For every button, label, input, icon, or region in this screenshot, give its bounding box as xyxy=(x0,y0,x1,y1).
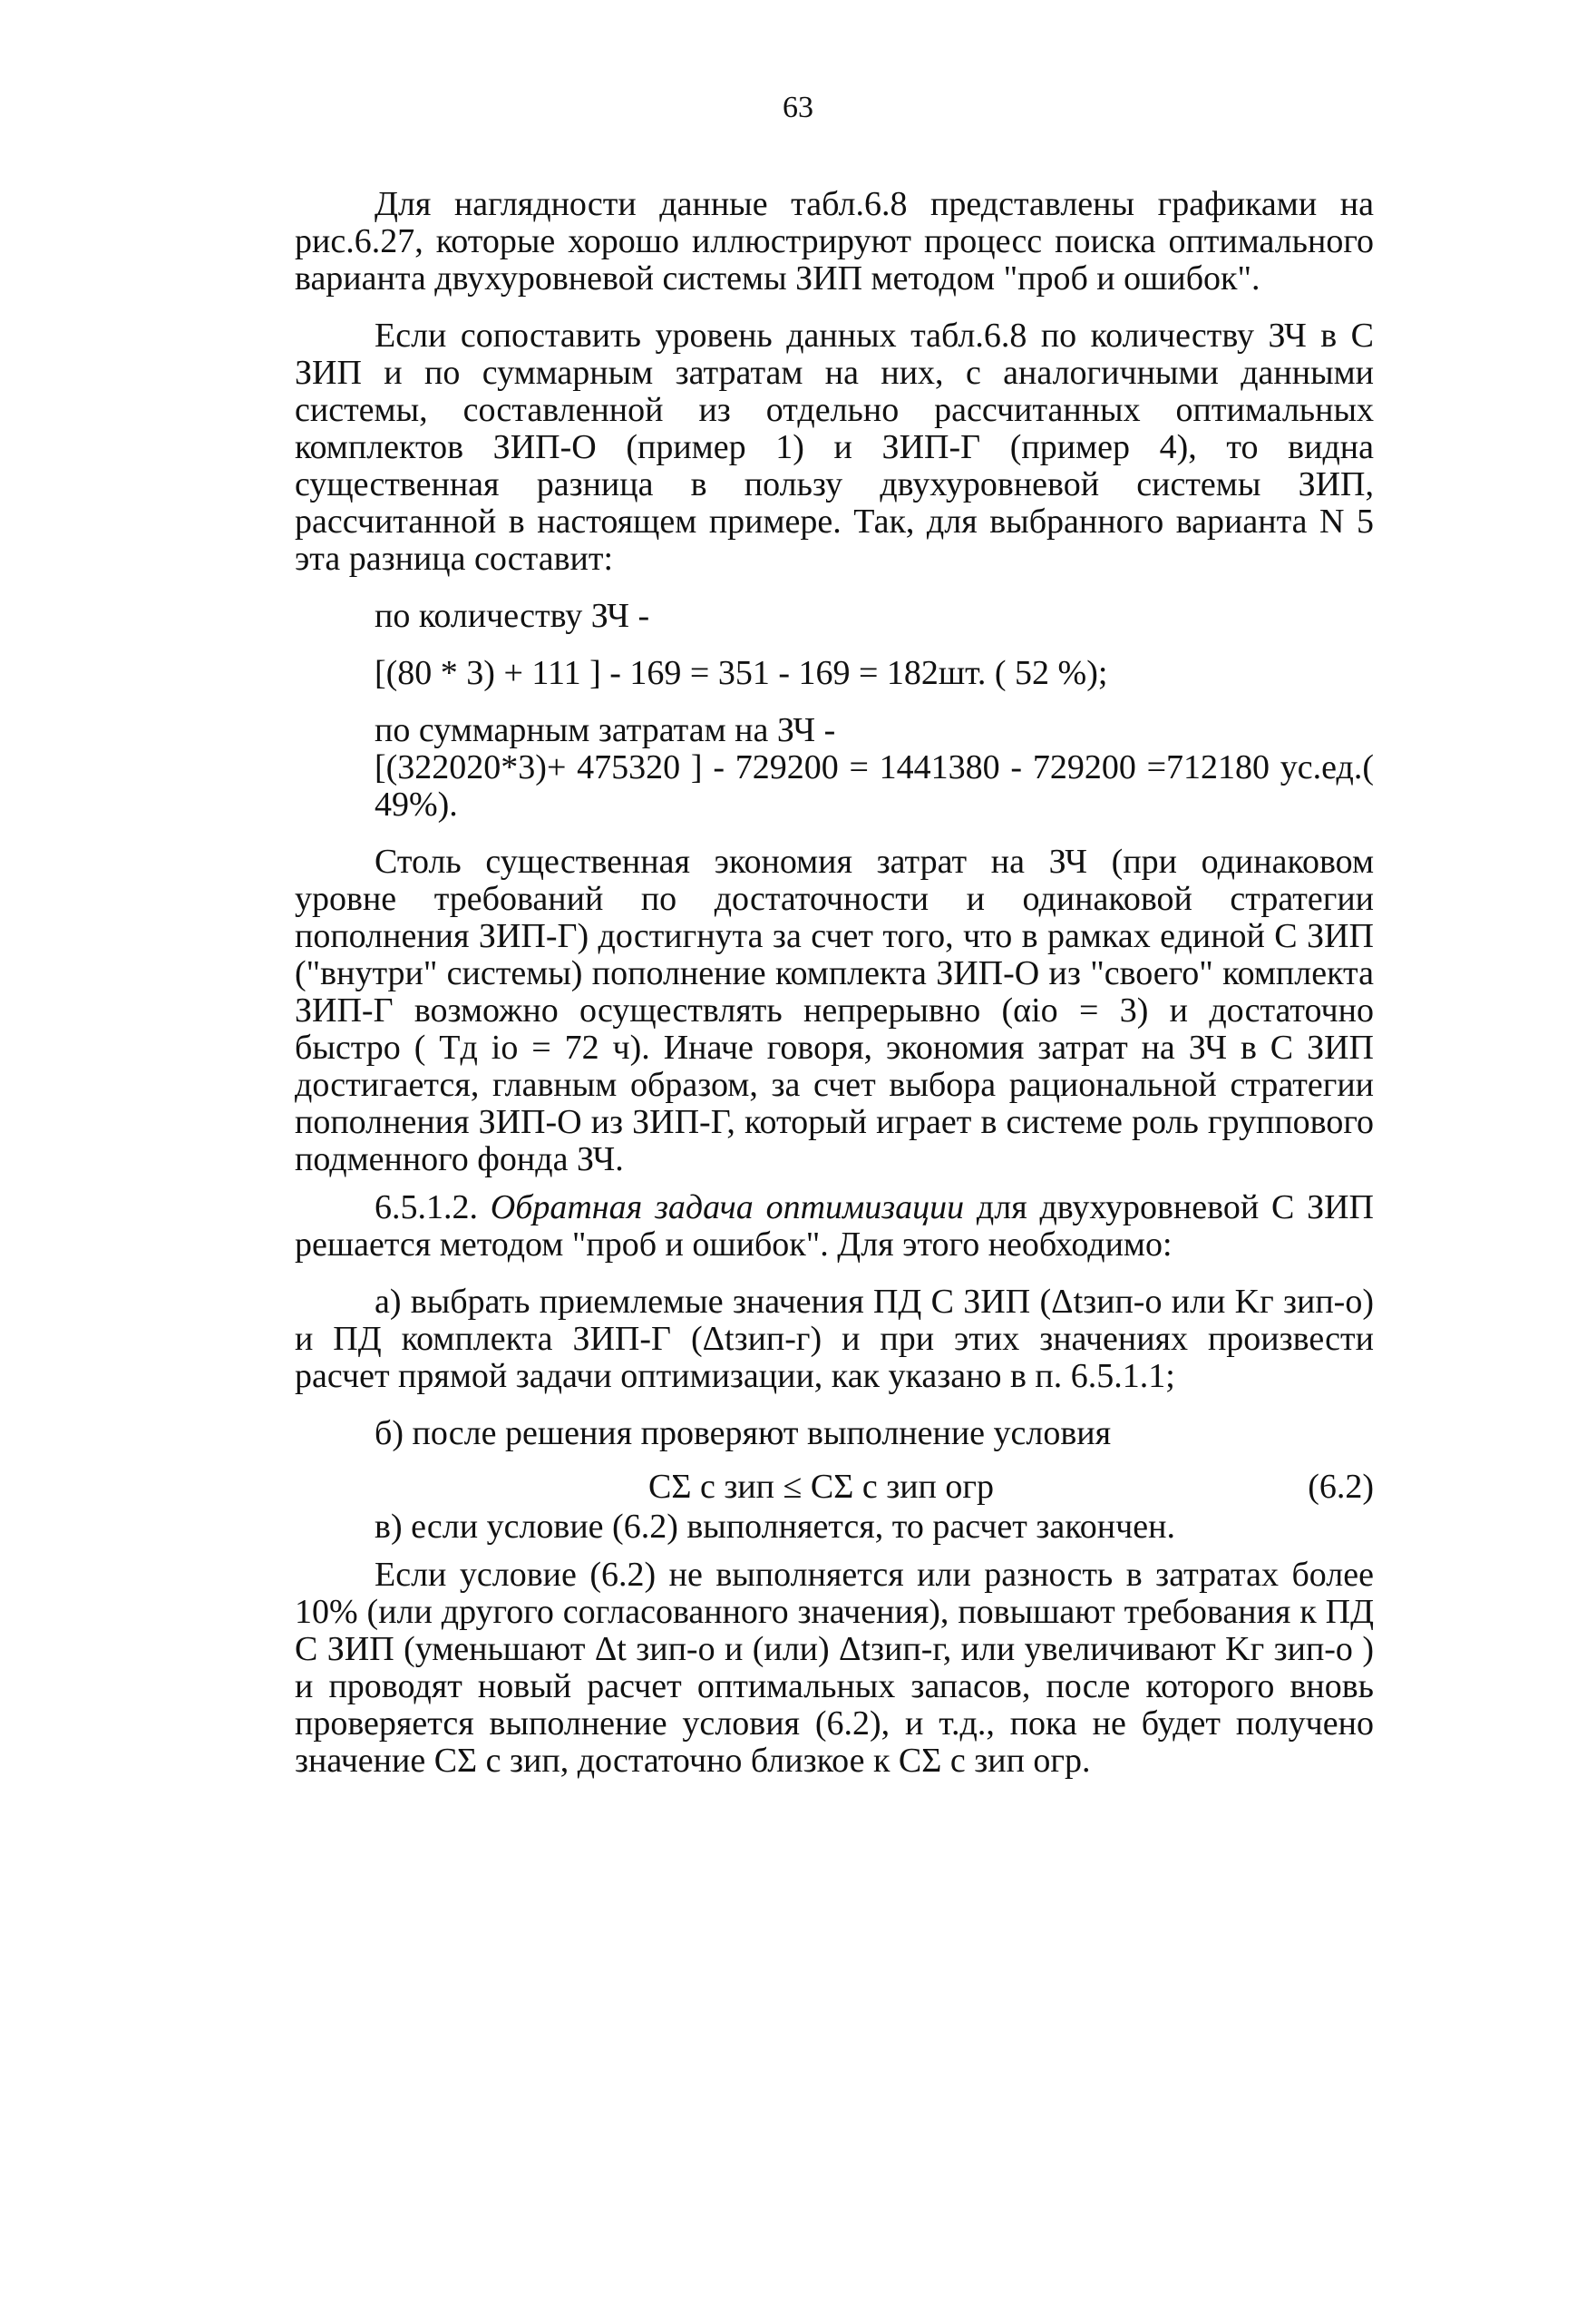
section-number: 6.5.1.2. xyxy=(375,1188,478,1226)
section-title-italic: Обратная задача оптимизации xyxy=(490,1188,965,1226)
paragraph-intro: Для наглядности данные табл.6.8 представлены графиками на рис.6.27, которые хорошо иллюстрируют процесс поиска оптимального варианта двухуровневой системы ЗИП методом "проб и ошибок". xyxy=(295,185,1374,298)
section-text: для двухуровневой С ЗИП решается методом "проб и ошибок". Для этого необходимо: xyxy=(295,1188,1374,1264)
quantity-calculation: [(80 * 3) + 111 ] - 169 = 351 - 169 = 182шт. ( 52 %); xyxy=(375,654,1108,692)
formula-condition: CΣ с зип ≤ CΣ с зип огр xyxy=(648,1468,994,1506)
list-item-b: б) после решения проверяют выполнение условия xyxy=(375,1414,1112,1452)
page-number: 63 xyxy=(783,91,813,124)
quantity-label: по количеству ЗЧ - xyxy=(375,597,650,635)
paragraph-savings: Столь существенная экономия затрат на ЗЧ (при одинаковом уровне требований по достаточности и одинаковой стратегии пополнения ЗИП-Г) достигнута за счет того, что в рамках единой С ЗИП ("внутри" системы) пополнение комплекта ЗИП-О из "своего" комплекта ЗИП-Г возможно осуществлять непрерывно (αio = 3) и достаточно быстро ( Tд io = 72 ч). Иначе говоря, экономия затрат на ЗЧ в С ЗИП достигается, главным образом, за счет выбора рациональной стратегии пополнения ЗИП-О из ЗИП-Г, который играет в системе роль группового подменного фонда ЗЧ. xyxy=(295,843,1374,1178)
paragraph-iteration: Если условие (6.2) не выполняется или разность в затратах более 10% (или другого согласованного значения), повышают требования к ПД С ЗИП (уменьшают Δt зип-о и (или) Δtзип-г, или увеличивают Kг зип-о ) и проводят новый расчет оптимальных запасов, после которого вновь проверяется выполнение условия (6.2), и т.д., пока не будет получено значение CΣ с зип, достаточно близкое к CΣ с зип огр. xyxy=(295,1556,1374,1780)
list-item-c: в) если условие (6.2) выполняется, то расчет закончен. xyxy=(375,1508,1175,1546)
list-item-a: а) выбрать приемлемые значения ПД С ЗИП (Δtзип-о или Kг зип-о) и ПД комплекта ЗИП-Г (Δtзип-г) и при этих значениях произвести расчет прямой задачи оптимизации, как указано в п. 6.5.1.1; xyxy=(295,1283,1374,1395)
paragraph-comparison: Если сопоставить уровень данных табл.6.8 по количеству ЗЧ в С ЗИП и по суммарным затратам на них, с аналогичными данными системы, составленной из отдельно рассчитанных оптимальных комплектов ЗИП-О (пример 1) и ЗИП-Г (пример 4), то видна существенная разница в пользу двухуровневой системы ЗИП, рассчитанной в настоящем примере. Так, для выбранного варианта N 5 эта разница составит: xyxy=(295,317,1374,578)
cost-calculation: [(322020*3)+ 475320 ] - 729200 = 1441380 - 729200 =712180 ус.ед.( 49%). xyxy=(375,748,1374,824)
paragraph-inverse-task xyxy=(295,1189,1374,1264)
formula-row xyxy=(295,1469,1374,1508)
formula-number: (6.2) xyxy=(1308,1468,1374,1506)
page-body xyxy=(295,186,1374,1780)
cost-label: по суммарным затратам на ЗЧ - xyxy=(375,711,836,749)
